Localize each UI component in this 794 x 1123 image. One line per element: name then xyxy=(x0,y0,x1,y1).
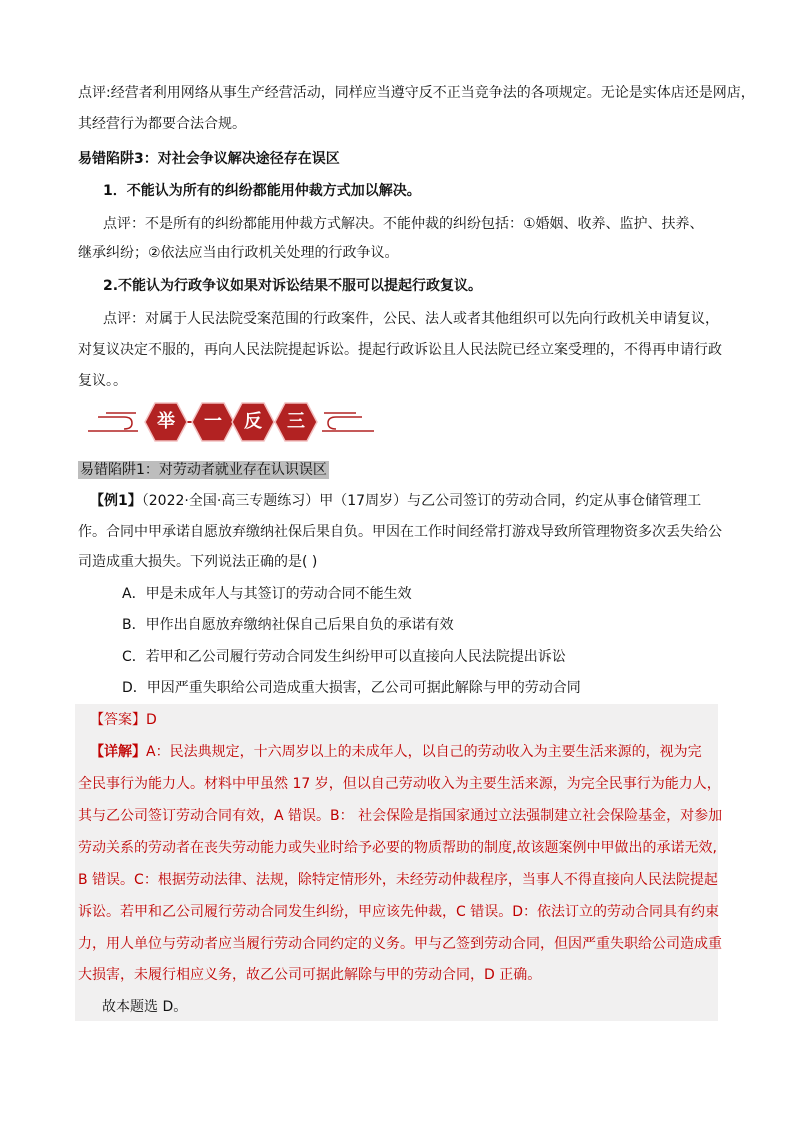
example-label: 【例1】 xyxy=(90,493,142,509)
banner-char: 三 xyxy=(287,411,305,432)
detail-line: 力，用人单位与劳动者应当履行劳动合同约定的义务。甲与乙签到劳动合同，但因严重失职给公司造成重 xyxy=(78,936,722,952)
practice-banner xyxy=(84,397,378,449)
point1-comment: 点评：不是所有的纠纷都能用仲裁方式解决。不能仲裁的纠纷包括：①婚姻、收养、监护、扶养、 xyxy=(103,216,704,232)
banner-char: 举 xyxy=(157,411,175,432)
detail-text: A：民法典规定，十六周岁以上的未成年人，以自己的劳动收入为主要生活来源的，视为完 xyxy=(146,744,702,760)
banner-hex xyxy=(274,402,318,442)
detail-line: 劳动关系的劳动者在丧失劳动能力或失业时给予必要的物质帮助的制度,故该题案例中甲做出的承诺无效, xyxy=(78,840,717,856)
point2-title: 2.不能认为行政争议如果对诉讼结果不服可以提起行政复议。 xyxy=(103,278,483,294)
example-text: 司造成重大损失。下列说法正确的是( ) xyxy=(78,554,318,570)
point2-comment: 对复议决定不服的，再向人民法院提起诉讼。提起行政诉讼且人民法院已经立案受理的，不得再申请行政 xyxy=(78,342,722,358)
point1-title: 1．不能认为所有的纠纷都能用仲裁方式加以解决。 xyxy=(103,183,421,199)
banner-char: 一 xyxy=(204,411,222,432)
point2-comment: 点评：对属于人民法院受案范围的行政案件，公民、法人或者其他组织可以先向行政机关申请复议， xyxy=(103,311,719,327)
option-c[interactable]: C．若甲和乙公司履行劳动合同发生纠纷甲可以直接向人民法院提出诉讼 xyxy=(122,649,566,665)
banner-char: 反 xyxy=(244,411,262,432)
detail-line: 诉讼。若甲和乙公司履行劳动合同发生纠纷，甲应该先仲裁，C 错误。D：依法订立的劳动合同具有约束 xyxy=(78,904,720,920)
comment-line: 其经营行为都要合法合规。 xyxy=(78,116,246,132)
answer-label: 【答案】D xyxy=(90,712,157,728)
trap1-heading xyxy=(78,460,718,480)
banner-hex xyxy=(144,402,188,442)
example-text: （2022·全国·高三专题练习）甲（17周岁）与乙公司签订的劳动合同，约定从事仓储管理工 xyxy=(141,493,702,509)
detail-line: 全民事行为能力人。材料中甲虽然 17 岁，但以自己劳动收入为主要生活来源，为完全民事行为能力人， xyxy=(78,776,721,792)
example-question xyxy=(90,491,730,511)
point1-comment: 继承纠纷；②依法应当由行政机关处理的行政争议。 xyxy=(78,245,399,261)
option-a[interactable]: A．甲是未成年人与其签订的劳动合同不能生效 xyxy=(122,586,412,602)
detail-line xyxy=(90,742,730,762)
detail-line: B 错误。C：根据劳动法律、法规，除特定情形外，未经劳动仲裁程序，当事人不得直接向人民法院提起 xyxy=(78,872,718,888)
comment-line: 点评:经营者利用网络从事生产经营活动，同样应当遵守反不正当竞争法的各项规定。无论是实体店还是网店， xyxy=(78,85,755,101)
conclusion: 故本题选 D。 xyxy=(102,999,188,1015)
banner-hex xyxy=(231,402,275,442)
banner-hex xyxy=(191,402,235,442)
example-text: 作。合同中甲承诺自愿放弃缴纳社保后果自负。甲因在工作时间经常打游戏导致所管理物资多次丢失给公 xyxy=(78,524,722,540)
detail-label: 【详解】 xyxy=(90,744,146,760)
detail-line: 其与乙公司签订劳动合同有效，A 错误。B： 社会保险是指国家通过立法强制建立社会保险基金，对参加 xyxy=(78,808,723,824)
point2-comment: 复议。。 xyxy=(78,373,127,389)
trap1-heading-text: 易错陷阱1：对劳动者就业存在认识误区 xyxy=(80,462,327,478)
trap3-title: 易错陷阱3：对社会争议解决途径存在误区 xyxy=(78,151,340,167)
option-d[interactable]: D．甲因严重失职给公司造成重大损害，乙公司可据此解除与甲的劳动合同 xyxy=(122,680,581,696)
detail-line: 大损害，未履行相应义务，故乙公司可据此解除与甲的劳动合同，D 正确。 xyxy=(78,967,542,983)
option-b[interactable]: B．甲作出自愿放弃缴纳社保自己后果自负的承诺有效 xyxy=(122,617,454,633)
